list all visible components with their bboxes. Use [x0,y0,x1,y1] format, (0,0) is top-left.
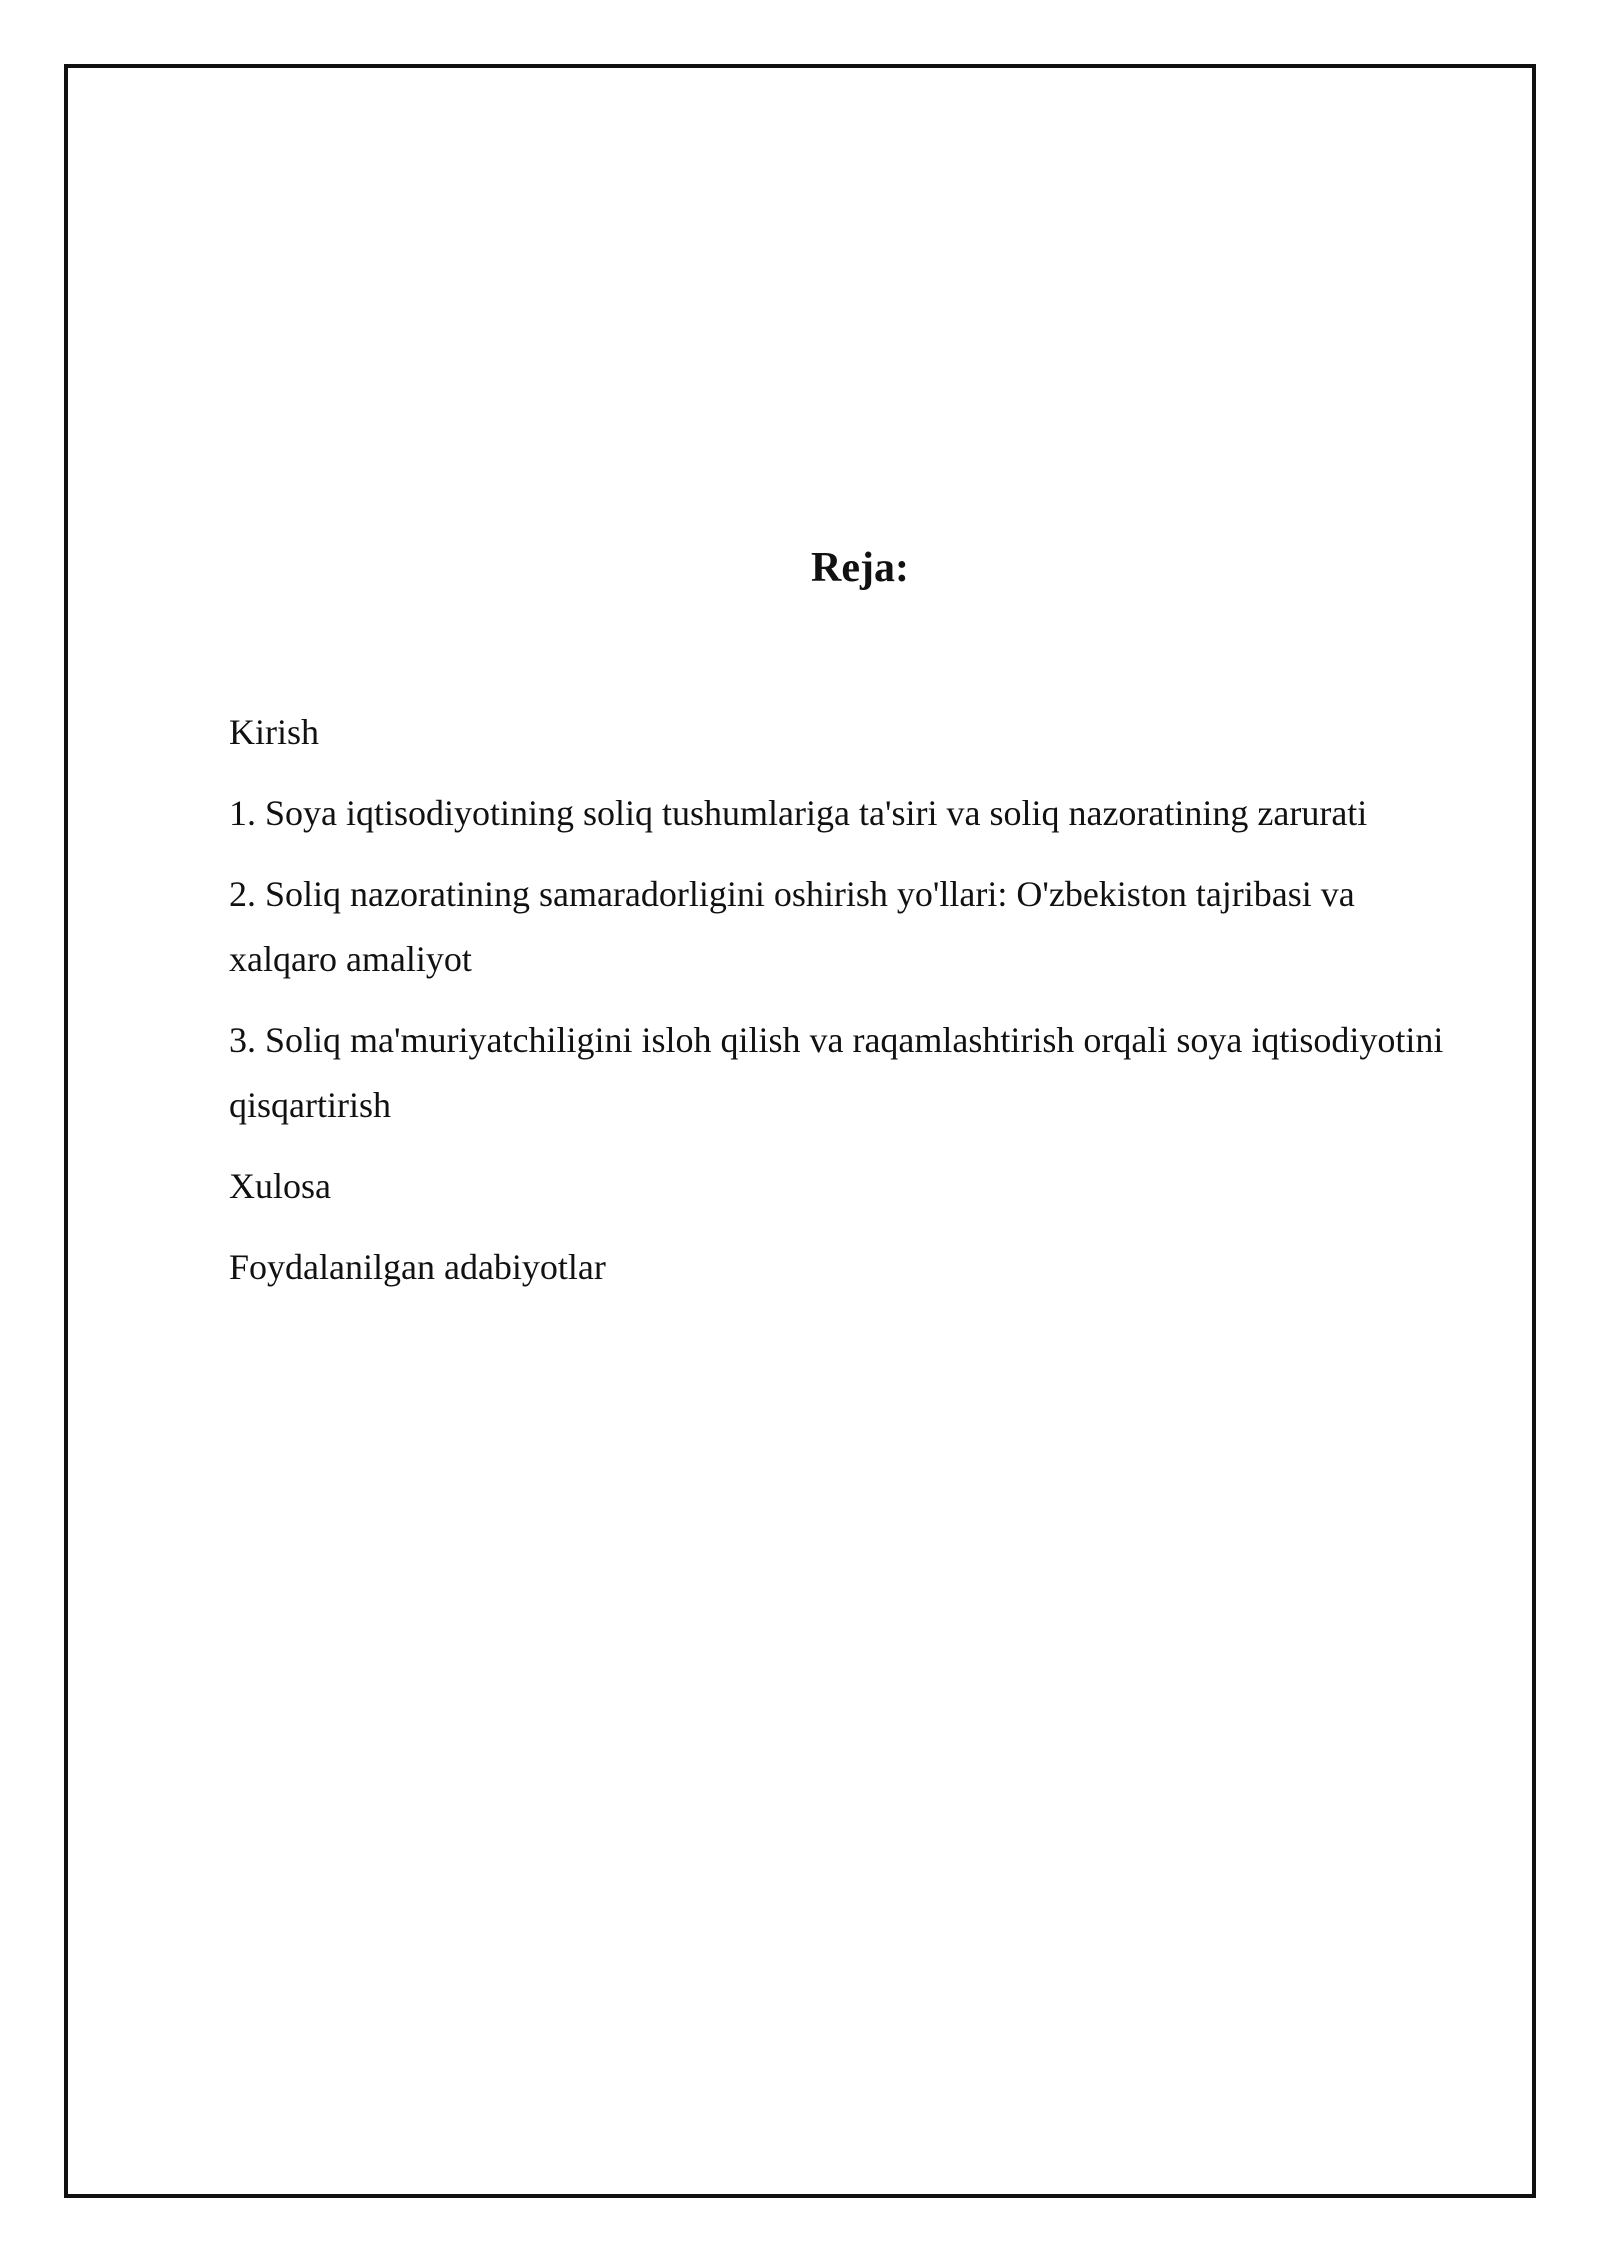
plan-item-references: Foydalanilgan adabiyotlar [229,1247,606,1287]
plan-item-section-2: 2. Soliq nazoratining samaradorligini oshirish yo'llari: O'zbekiston tajribasi va xalqaro amaliyot [229,874,1355,979]
plan-list [229,700,1449,1316]
plan-item-conclusion: Xulosa [229,1166,331,1206]
plan-item-section-1: 1. Soya iqtisodiyotining soliq tushumlariga ta'siri va soliq nazoratining zarurati [229,793,1368,833]
plan-item-section-3: 3. Soliq ma'muriyatchiligini isloh qilish va raqamlashtirish orqali soya iqtisodiyotini qisqartirish [229,1020,1444,1125]
page-title: Reja: [811,545,909,591]
plan-item-introduction: Kirish [229,712,319,752]
